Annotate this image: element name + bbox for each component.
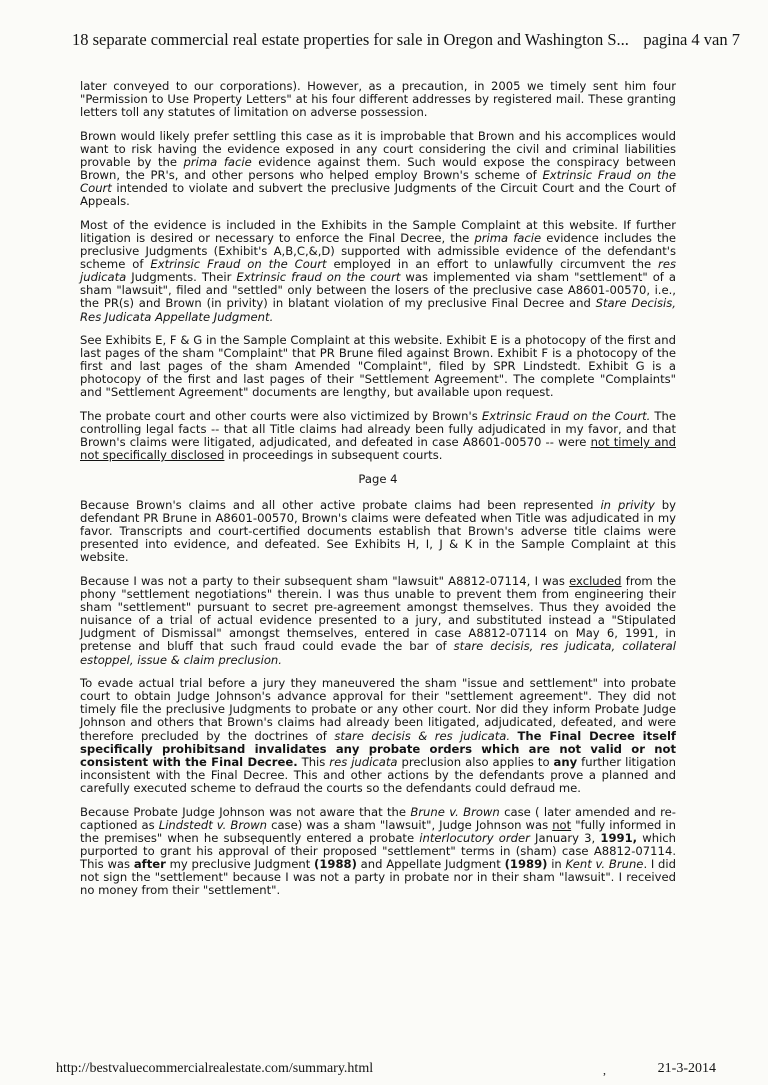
paragraph-6: Because Brown's claims and all other active probate claims had been represented in privity by defendant PR Brune in A8601-00570, Brown's claims were defeated when Title was adjudicated in my favor. Transcripts and court-certified documents establish that Brown's adverse title claims were presented into evidence, and defeated. See Exhibits H, I, J & K in the Sample Complaint at this website.	[80, 498, 677, 565]
paragraph-8: To evade actual trial before a jury they maneuvered the sham "issue and settlement" into probate court to obtain Judge Johnson's advance approval for their "settlement agreement". They did not timely file the preclusive Judgments to probate or any other court. Nor did they inform Probate Judge Johnson and others that Brown's claims had already been litigated, adjudicated, defeated, and were therefore precluded by the doctrines of stare decisis & res judicata. The Final Decree itself specifically prohibitsand invalidates any probate orders which are not valid or not consistent with the Final Decree. This res judicata preclusion also applies to any further litigation inconsistent with the Final Decree. This and other actions by the defendants prove a planned and carefully executed scheme to defraud the courts so the defendants could defraud me.	[80, 676, 677, 795]
page-footer	[56, 1061, 716, 1077]
footer-mark: ,	[603, 1063, 606, 1077]
paragraph-3: Most of the evidence is included in the Exhibits in the Sample Complaint at this website. If further litigation is desired or necessary to enforce the Final Decree, the prima facie evidence includes the preclusive Judgments (Exhibit's A,B,C,&,D) supported with admissible evidence of the defendant's scheme of Extrinsic Fraud on the Court employed in an effort to unlawfully circumvent the res judicata Judgments. Their Extrinsic fraud on the court was implemented via sham "settlement" of a sham "lawsuit", filed and "settled" only between the losers of the preclusive case A8601-00570, i.e., the PR(s) and Brown (in privity) in blatant violation of my preclusive Final Decree and Stare Decisis, Res Judicata Appellate Judgment.	[80, 217, 677, 324]
footer-url: http://bestvaluecommercialrealestate.com/summary.html	[56, 1061, 374, 1076]
document-body	[80, 80, 676, 908]
paragraph-4: See Exhibits E, F & G in the Sample Complaint at this website. Exhibit E is a photocopy of the first and last pages of the sham "Complaint" that PR Brune filed against Brown. Exhibit F is a photocopy of the first and last pages of the sham Amended "Complaint", filed by SPR Lindstedt. Exhibit G is a photocopy of the first and last pages of their "Settlement Agreement". The complete "Complaints" and "Settlement Agreement" documents are lengthy, but available upon request.	[80, 333, 676, 400]
page-header	[72, 30, 740, 50]
footer-date: 21-3-2014	[657, 1061, 716, 1076]
paragraph-7: Because I was not a party to their subsequent sham "lawsuit" A8812-07114, I was excluded from the phony "settlement negotiations" therein. I was thus unable to prevent them from engineering their sham "settlement" pursuant to secret pre-agreement amongst themselves. Thus they avoided the nuisance of a trial of actual evidence presented to a jury, and substituted instead a "Stipulated Judgment of Dismissal" amongst themselves, entered in case A8812-07114 on May 6, 1991, in pretense and bluff that such fraud could evade the bar of stare decisis, res judicata, collateral estoppel, issue & claim preclusion.	[80, 574, 676, 667]
paragraph-5: The probate court and other courts were also victimized by Brown's Extrinsic Fraud on the Court. The controlling legal facts -- that all Title claims had already been fully adjudicated in my favor, and that Brown's claims were litigated, adjudicated, and defeated in case A8601-00570 -- were not timely and not specifically disclosed in proceedings in subsequent courts.	[80, 409, 677, 463]
paragraph-1: later conveyed to our corporations). However, as a precaution, in 2005 we timely sent him four "Permission to Use Property Letters" at his four different addresses by registered mail. These granting letters toll any statutes of limitation on adverse possession.	[80, 79, 676, 120]
page-marker: Page 4	[358, 471, 398, 486]
page-number: pagina 4 van 7	[643, 30, 740, 49]
paragraph-2: Brown would likely prefer settling this case as it is improbable that Brown and his accomplices would want to risk having the evidence exposed in any court considering the civil and criminal liabilities provable by the prima facie evidence against them. Such would expose the conspiracy between Brown, the PR's, and other persons who helped employ Brown's scheme of Extrinsic Fraud on the Court intended to violate and subvert the preclusive Judgments of the Circuit Court and the Court of Appeals.	[80, 128, 676, 209]
paragraph-9: Because Probate Judge Johnson was not aware that the Brune v. Brown case ( later amended and re-captioned as Lindstedt v. Brown case) was a sham "lawsuit", Judge Johnson was not "fully informed in the premises" when he subsequently entered a probate interlocutory order January 3, 1991, which purported to grant his approval of their proposed "settlement" terms in (sham) case A8812-07114. This was after my preclusive Judgment (1988) and Appellate Judgment (1989) in Kent v. Brune. I did not sign the "settlement" because I was not a party in probate nor in their sham "lawsuit". I received no money from their "settlement".	[80, 804, 677, 898]
document-title: 18 separate commercial real estate properties for sale in Oregon and Washington S...	[72, 30, 629, 49]
